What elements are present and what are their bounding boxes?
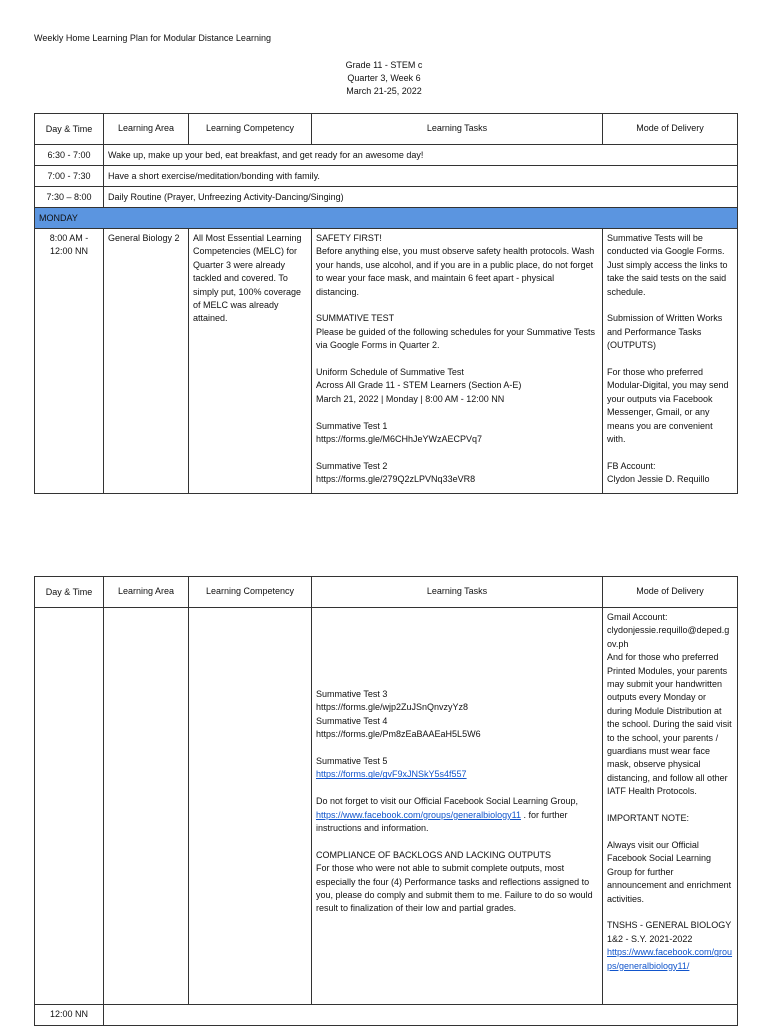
- summative-test-2-label: Summative Test 2: [316, 460, 388, 471]
- summative-test-3-url[interactable]: https://forms.gle/wjp2ZuJSnQnvzyYz8: [316, 702, 469, 713]
- col-header-learning-area: Learning Area: [104, 577, 189, 608]
- summative-test-1-label: Summative Test 1: [316, 420, 388, 431]
- date-range: March 21-25, 2022: [346, 86, 422, 96]
- col-header-learning-tasks: Learning Tasks: [312, 114, 603, 145]
- delivery-submission-info: Submission of Written Works and Performance Tasks (OUTPUTS): [607, 313, 723, 351]
- group-name: TNSHS - GENERAL BIOLOGY 1&2 - S.Y. 2021-2022: [607, 920, 732, 944]
- delivery-summative-info: Summative Tests will be conducted via Google Forms. Just simply access the links to take the said tests on the said schedule.: [607, 233, 728, 297]
- routine-text: Daily Routine (Prayer, Unfreezing Activity-Dancing/Singing): [104, 187, 738, 208]
- continuation-row: [35, 608, 738, 1005]
- fb-account-name: Clydon Jessie D. Requillo: [607, 474, 710, 485]
- group-link[interactable]: https://www.facebook.com/groups/generalbiology11/: [607, 947, 733, 971]
- next-schedule-time: 12:00 NN: [35, 1005, 104, 1026]
- table-header-row: [35, 114, 738, 145]
- routine-row: [35, 166, 738, 187]
- col-header-mode-of-delivery: Mode of Delivery: [603, 114, 738, 145]
- routine-time: 7:30 – 8:00: [35, 187, 104, 208]
- summative-test-4-label: Summative Test 4: [316, 715, 388, 726]
- routine-time: 6:30 - 7:00: [35, 145, 104, 166]
- important-note-title: IMPORTANT NOTE:: [607, 813, 690, 824]
- table-header-row: [35, 577, 738, 608]
- routine-row: [35, 187, 738, 208]
- learning-tasks: [312, 229, 603, 494]
- monday-schedule-row: [35, 229, 738, 494]
- mode-of-delivery: [603, 608, 738, 1005]
- mode-of-delivery: [603, 229, 738, 494]
- learning-plan-table-page-2: [34, 576, 738, 1026]
- routine-text: Have a short exercise/meditation/bonding with family.: [104, 166, 738, 187]
- learning-competency: [189, 608, 312, 1005]
- col-header-learning-tasks: Learning Tasks: [312, 577, 603, 608]
- routine-row: [35, 145, 738, 166]
- learning-area: [104, 608, 189, 1005]
- summative-test-3-label: Summative Test 3: [316, 689, 388, 699]
- col-header-day-time: Day & Time: [35, 577, 104, 608]
- col-header-learning-competency: Learning Competency: [189, 577, 312, 608]
- day-label-monday: MONDAY: [35, 208, 738, 229]
- uniform-schedule-date: March 21, 2022 | Monday | 8:00 AM - 12:00 NN: [316, 393, 505, 404]
- facebook-group-link[interactable]: https://www.facebook.com/groups/generalbiology11: [316, 809, 521, 820]
- schedule-time: 8:00 AM - 12:00 NN: [35, 229, 104, 494]
- routine-text: Wake up, make up your bed, eat breakfast, and get ready for an awesome day!: [104, 145, 738, 166]
- schedule-time: [35, 608, 104, 1005]
- uniform-schedule-title: Uniform Schedule of Summative Test: [316, 367, 464, 378]
- printed-modules-info: And for those who preferred Printed Modules, your parents may submit your handwritten outputs every Monday or during Module Distribution at the school. During the said visit to the school, your parents / guardians must wear face mask, observe physical distancing, and follow all other IATF Health Protocols.: [607, 652, 732, 797]
- gmail-address: clydonjessie.requillo@deped.gov.ph: [607, 625, 730, 649]
- summative-test-4-url[interactable]: https://forms.gle/Pm8zEaBAAEaH5L5W6: [316, 729, 481, 740]
- delivery-digital-info: For those who preferred Modular-Digital, you may send your outputs via Facebook Messenger, Gmail, or any means you are convenient with.: [607, 367, 729, 445]
- col-header-learning-area: Learning Area: [104, 114, 189, 145]
- next-schedule-row: [35, 1005, 738, 1026]
- summative-test-1-url[interactable]: https://forms.gle/M6CHhJeYWzAECPVq7: [316, 434, 483, 445]
- document-title: Weekly Home Learning Plan for Modular Distance Learning: [34, 33, 271, 43]
- col-header-day-time: Day & Time: [35, 114, 104, 145]
- compliance-title: COMPLIANCE OF BACKLOGS AND LACKING OUTPUTS: [316, 849, 552, 860]
- quarter-week: Quarter 3, Week 6: [347, 73, 421, 83]
- learning-plan-table-page-1: [34, 113, 738, 494]
- next-schedule-content: [104, 1005, 738, 1026]
- col-header-learning-competency: Learning Competency: [189, 114, 312, 145]
- safety-title: SAFETY FIRST!: [316, 233, 382, 243]
- summative-text: Please be guided of the following schedules for your Summative Tests via Google Forms in Quarter 2.: [316, 326, 595, 351]
- col-header-mode-of-delivery: Mode of Delivery: [603, 577, 738, 608]
- routine-time: 7:00 - 7:30: [35, 166, 104, 187]
- summative-test-5-label: Summative Test 5: [316, 756, 388, 767]
- learning-competency: All Most Essential Learning Competencies (MELC) for Quarter 3 were already tackled and covered. To simply put, 100% coverage of MELC was already attained.: [189, 229, 312, 494]
- compliance-text: For those who were not able to submit complete outputs, most especially the four (4) Performance tasks and reflections assigned to you, please do comply and submit them to me. Failure to do so would result to finalization of their low and partial grades.: [316, 863, 593, 914]
- fb-account-label: FB Account:: [607, 460, 656, 471]
- gmail-account-label: Gmail Account:: [607, 612, 668, 622]
- plan-header: [0, 59, 768, 98]
- day-banner-row: [35, 208, 738, 229]
- facebook-group-text: Do not forget to visit our Official Facebook Social Learning Group,: [316, 796, 578, 807]
- facebook-group-reminder: [316, 795, 598, 835]
- summative-test-5-url[interactable]: https://forms.gle/gvF9xJNSkY5s4f557: [316, 769, 467, 780]
- learning-tasks: [312, 608, 603, 1005]
- facebook-group-after: . for further instructions and information.: [316, 809, 568, 834]
- uniform-schedule-line: Across All Grade 11 - STEM Learners (Section A-E): [316, 380, 522, 391]
- important-note-text: Always visit our Official Facebook Social Learning Group for further announcement and enrichment activities.: [607, 839, 732, 904]
- safety-text: Before anything else, you must observe safety health protocols. Wash your hands, use alcohol, and if you are in a public place, do not forget to wear your face mask, and maintain 6 feet apart - physical distancing.: [316, 246, 595, 297]
- grade-section: Grade 11 - STEM c: [345, 60, 423, 70]
- summative-test-2-url[interactable]: https://forms.gle/279Q2zLPVNq33eVR8: [316, 474, 476, 485]
- learning-area: General Biology 2: [104, 229, 189, 494]
- summative-title: SUMMATIVE TEST: [316, 313, 395, 324]
